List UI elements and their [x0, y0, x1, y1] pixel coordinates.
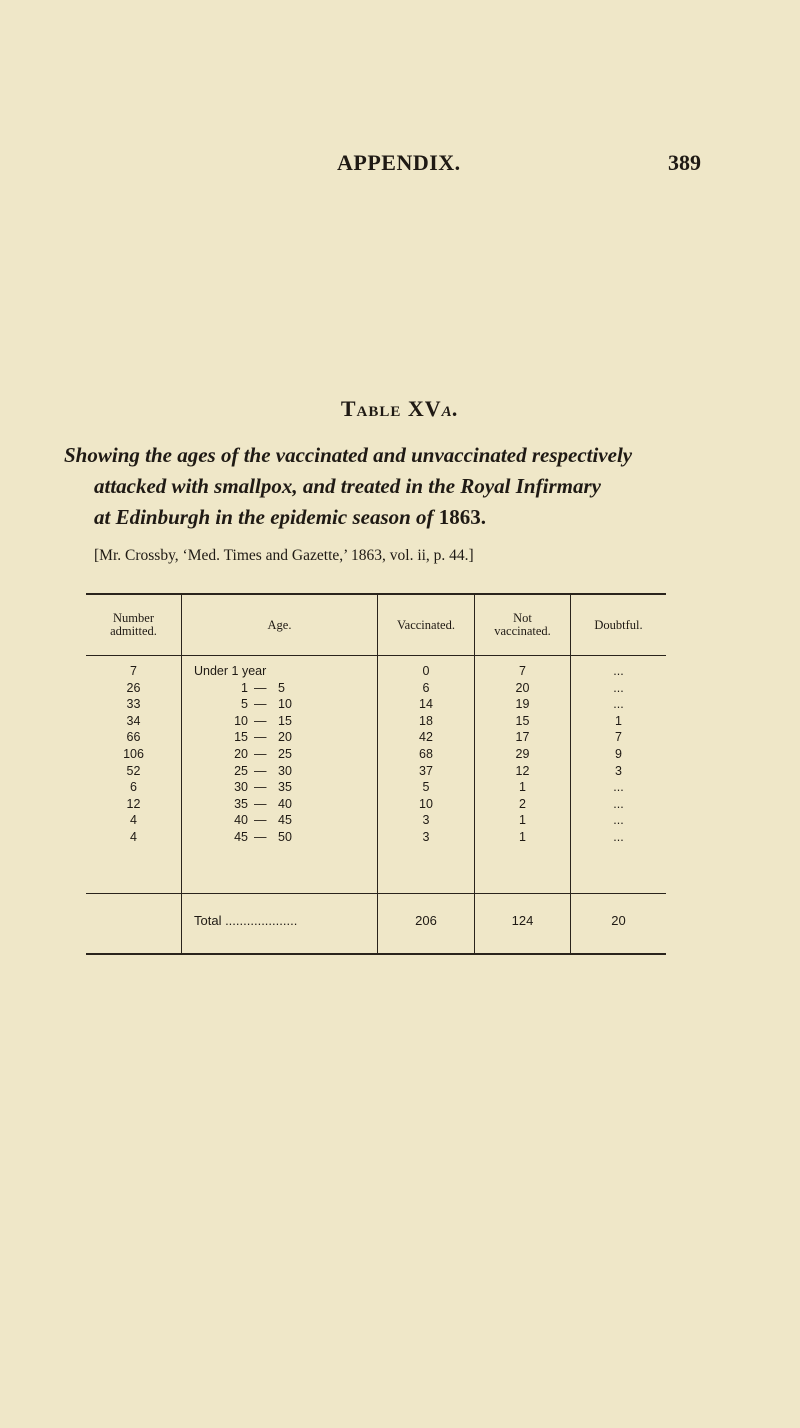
table-cell: ...: [613, 697, 624, 712]
table-cell: 68: [419, 746, 433, 761]
table-cell: ...: [613, 796, 624, 811]
table-cell: 10: [419, 796, 433, 811]
age-dash: —: [254, 713, 267, 728]
age-from: 40: [234, 813, 248, 828]
header-rule: [86, 655, 666, 656]
caption-line-3-text: at Edinburgh in the epidemic season of: [94, 505, 434, 529]
total-not-vaccinated: 124: [511, 913, 534, 928]
age-to: 40: [278, 796, 292, 811]
table-cell: 12: [515, 763, 530, 778]
table-cell: 34: [126, 713, 141, 728]
age-to: 30: [278, 763, 292, 778]
table-cell: 1: [615, 713, 622, 728]
age-to: 20: [278, 730, 292, 745]
age-from: 35: [234, 796, 248, 811]
table-cell: 7: [519, 664, 526, 678]
table-cell: ...: [613, 664, 624, 678]
age-to: 35: [278, 780, 292, 795]
page-number: 389: [668, 150, 701, 175]
age-from: 10: [234, 713, 248, 728]
table-cell: 3: [422, 829, 430, 844]
table-cell: 7: [130, 664, 137, 678]
table-cell: 1: [519, 780, 526, 795]
header-number-admitted-line1: Number: [113, 611, 154, 625]
header-number-admitted-line2: admitted.: [110, 624, 157, 638]
column-doubtful: [571, 663, 666, 846]
age-to: 45: [278, 813, 292, 828]
age-from: 15: [234, 730, 248, 745]
age-dash: —: [254, 780, 267, 795]
age-to: 10: [278, 697, 292, 712]
table-cell: 42: [419, 730, 433, 745]
header-not-vaccinated-line2: vaccinated.: [494, 624, 551, 638]
table-cell: 19: [515, 697, 530, 712]
age-dash: —: [254, 746, 267, 761]
table-bottom-rule: [86, 953, 666, 955]
header-not-vaccinated: [475, 605, 570, 645]
table-cell: 17: [515, 730, 530, 745]
table-cell: 0: [422, 664, 430, 678]
age-cell: [182, 796, 377, 813]
column-not-vaccinated: [475, 663, 570, 846]
table-cell: 12: [126, 796, 141, 811]
table-cell: 18: [419, 713, 433, 728]
age-to: 15: [278, 713, 292, 728]
caption-line-3: [64, 502, 714, 533]
age-cell: [182, 746, 377, 763]
table-cell: 15: [515, 713, 530, 728]
age-from: 45: [234, 829, 248, 844]
age-dash: —: [254, 730, 267, 745]
table-cell: ...: [613, 829, 624, 844]
header-doubtful: Doubtful.: [594, 617, 643, 632]
table-cell: 26: [126, 680, 141, 695]
header-age: Age.: [267, 617, 292, 632]
age-from: 30: [234, 780, 248, 795]
age-from: 5: [241, 697, 248, 712]
age-cell: [182, 729, 377, 746]
table-title: [0, 396, 800, 422]
table-cell: 1: [519, 813, 526, 828]
table-caption: [64, 440, 714, 533]
age-cell: [182, 763, 377, 780]
age-cell: [182, 663, 377, 680]
running-head-title: APPENDIX.: [337, 150, 461, 175]
age-dash: —: [254, 829, 267, 844]
table-cell: 20: [515, 680, 530, 695]
age-from: 25: [234, 763, 248, 778]
total-label: Total ....................: [194, 913, 298, 928]
table-title-suffix: a.: [441, 396, 460, 421]
table-cell: ...: [613, 780, 624, 795]
data-table: [86, 593, 666, 955]
age-under-one: Under 1 year: [194, 664, 267, 678]
table-cell: 37: [419, 763, 433, 778]
age-cell: [182, 713, 377, 730]
caption-year: 1863.: [438, 505, 487, 529]
table-cell: 7: [615, 730, 622, 745]
table-cell: 33: [126, 697, 141, 712]
table-cell: 9: [615, 746, 622, 761]
age-from: 20: [234, 746, 248, 761]
age-to: 5: [278, 680, 285, 695]
header-not-vaccinated-line1: Not: [513, 611, 532, 625]
age-dash: —: [254, 796, 267, 811]
table-cell: 3: [615, 763, 622, 778]
age-cell: [182, 680, 377, 697]
table-cell: ...: [613, 813, 624, 828]
table-cell: 1: [519, 829, 526, 844]
table-cell: 106: [123, 746, 144, 761]
age-cell: [182, 812, 377, 829]
column-number-admitted: [86, 663, 181, 846]
table-cell: 4: [130, 829, 137, 844]
age-cell: [182, 779, 377, 796]
table-cell: 29: [515, 746, 530, 761]
total-vaccinated: 206: [415, 913, 437, 928]
table-cell: 5: [422, 780, 430, 795]
header-vaccinated: Vaccinated.: [397, 617, 455, 632]
total-doubtful: 20: [611, 913, 626, 928]
running-head: [0, 150, 800, 184]
citation: [Mr. Crossby, ‘Med. Times and Gazette,’ 1863, vol. ii, p. 44.]: [94, 547, 474, 564]
column-age: [182, 663, 377, 846]
table-cell: 14: [419, 697, 433, 712]
header-number-admitted: [86, 605, 181, 645]
age-dash: —: [254, 697, 267, 712]
table-cell: 66: [126, 730, 141, 745]
table-cell: 2: [519, 796, 526, 811]
table-cell: 6: [422, 680, 430, 695]
column-vaccinated: [378, 663, 474, 846]
table-cell: 52: [126, 763, 141, 778]
table-cell: ...: [613, 680, 624, 695]
table-cell: 6: [130, 780, 137, 795]
caption-line-2: attacked with smallpox, and treated in the Royal Infirmary: [94, 474, 601, 498]
caption-line-1: Showing the ages of the vaccinated and unvaccinated respectively: [64, 443, 633, 467]
total-rule: [86, 893, 666, 894]
age-cell: [182, 829, 377, 846]
table-top-rule: [86, 593, 666, 595]
age-dash: —: [254, 813, 267, 828]
table-cell: 3: [422, 813, 430, 828]
age-cell: [182, 696, 377, 713]
age-dash: —: [254, 763, 267, 778]
age-from: 1: [241, 680, 248, 695]
age-to: 50: [278, 829, 292, 844]
table-cell: 4: [130, 813, 137, 828]
table-title-prefix: Table XV: [340, 396, 442, 421]
age-dash: —: [254, 680, 267, 695]
age-to: 25: [278, 746, 292, 761]
